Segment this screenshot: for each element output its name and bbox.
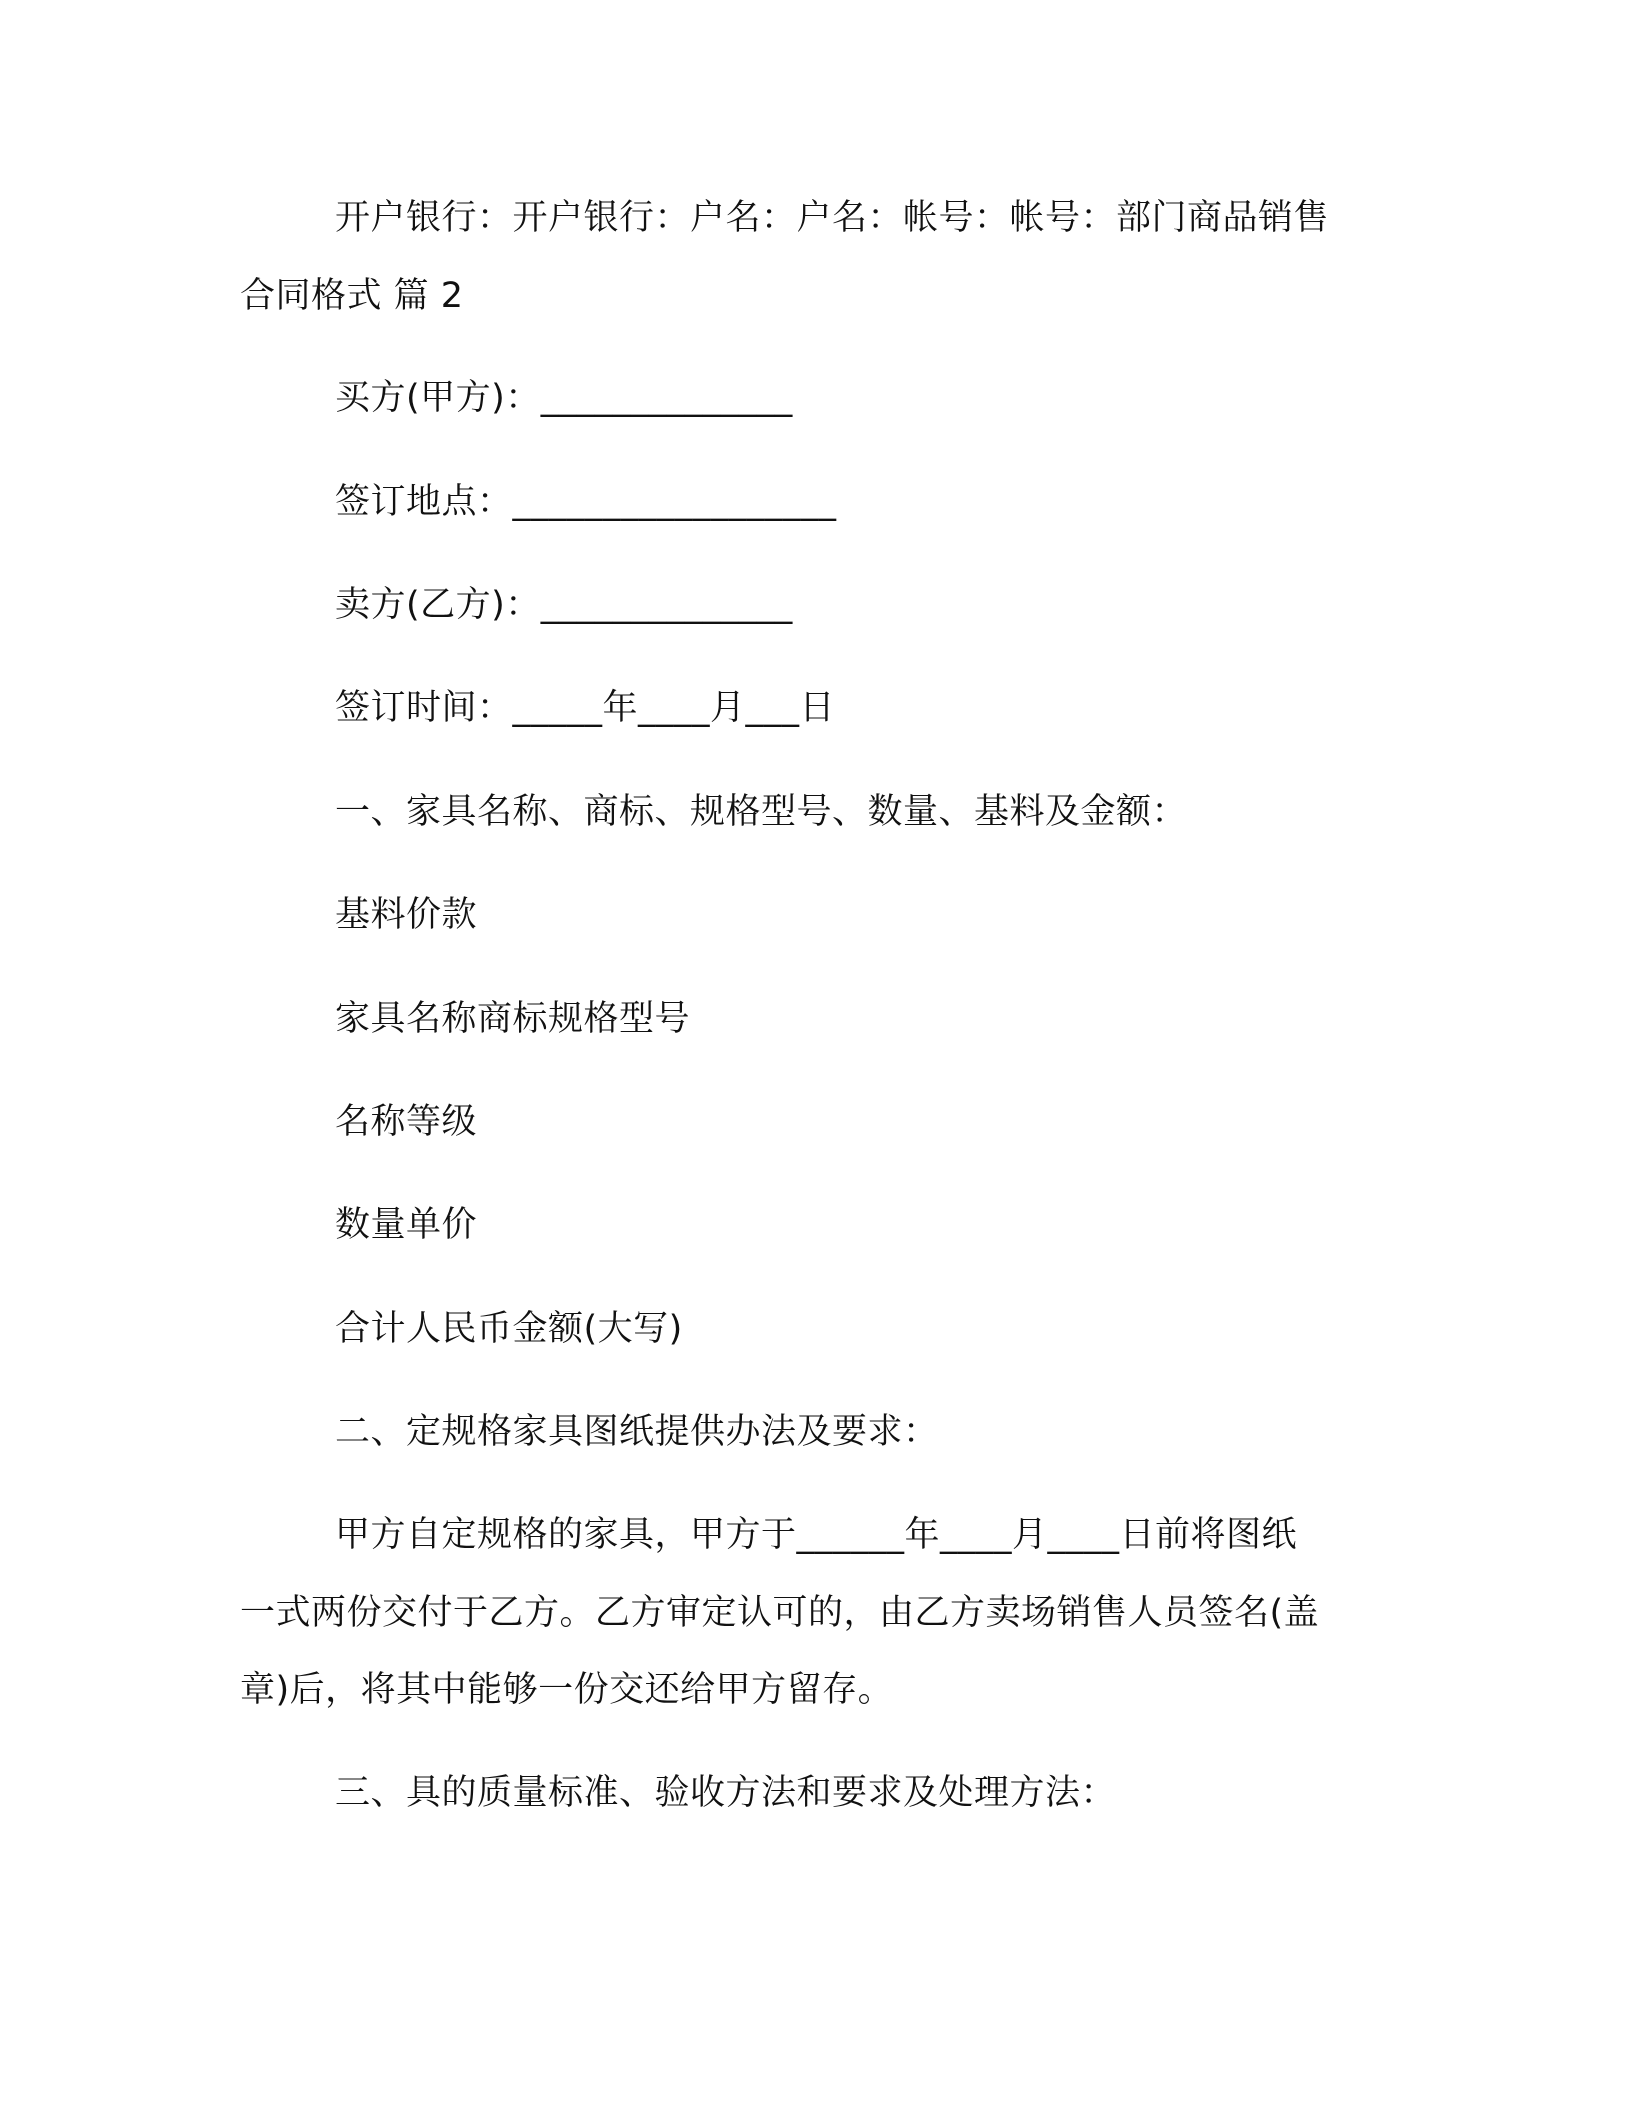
clause-3-heading: 三、具的质量标准、验收方法和要求及处理方法： [335, 1773, 1117, 1813]
clause-2-paragraph-line-3: 章)后，将其中能够一份交还给甲方留存。 [240, 1670, 894, 1710]
section-title-line: 合同格式 篇 2 [240, 276, 464, 316]
signing-time-line: 签订时间：_____年____月___日 [335, 688, 836, 728]
buyer-line: 买方(甲方)：______________ [335, 378, 793, 418]
signing-place-line: 签订地点：__________________ [335, 482, 837, 522]
clause-1-heading: 一、家具名称、商标、规格型号、数量、基料及金额： [335, 792, 1188, 832]
bank-info-line: 开户银行：开户银行：户名：户名：帐号：帐号：部门商品销售 [335, 198, 1330, 238]
total-amount-line: 合计人民币金额(大写) [335, 1309, 683, 1349]
name-grade-line: 名称等级 [335, 1102, 478, 1142]
furniture-name-line: 家具名称商标规格型号 [335, 999, 691, 1039]
seller-line: 卖方(乙方)：______________ [335, 585, 793, 625]
clause-2-paragraph-line-1: 甲方自定规格的家具，甲方于______年____月____日前将图纸 [335, 1515, 1298, 1555]
quantity-price-line: 数量单价 [335, 1205, 478, 1245]
clause-2-paragraph-line-2: 一式两份交付于乙方。乙方审定认可的，由乙方卖场销售人员签名(盖 [240, 1593, 1320, 1633]
base-material-price-line: 基料价款 [335, 895, 478, 935]
clause-2-heading: 二、定规格家具图纸提供办法及要求： [335, 1412, 939, 1452]
